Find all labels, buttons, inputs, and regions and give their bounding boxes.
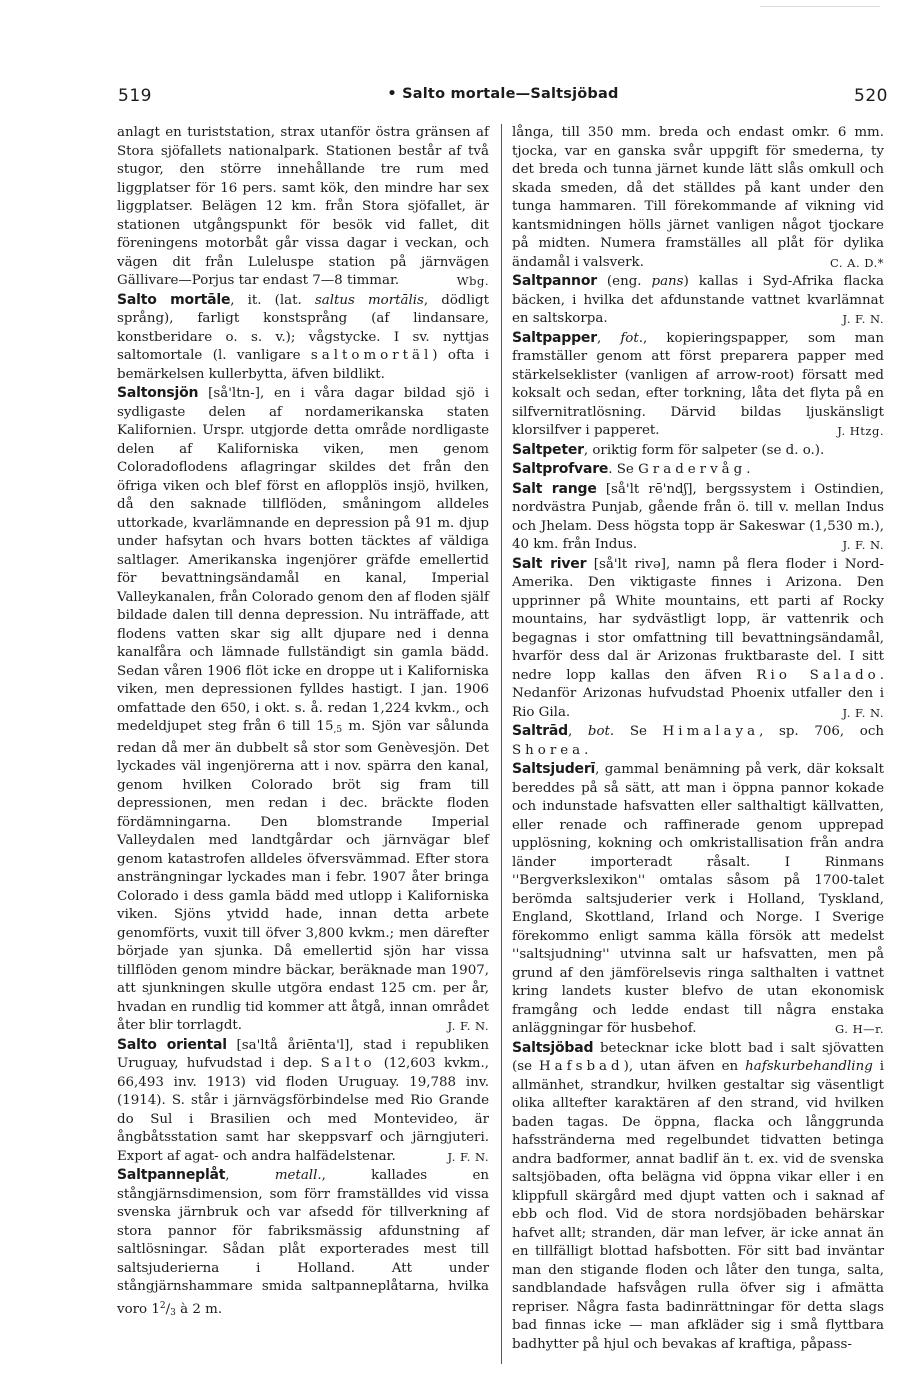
- body-text: (12,603 kvkm., 66,493 inv. 1913) vid floden Uruguay. 19,788 inv. (1914). S. står i järnvägsförbindelse med Rio Grande do Sul i Brasilien och med Montevideo, är ångbåtsstation samt har skeppsvarf och järngjuteri. Export af agat- och andra halfädelstenar.: [117, 1056, 489, 1164]
- italic-text: pans: [651, 274, 684, 289]
- running-title: • Salto mortale—Saltsjöbad: [387, 86, 619, 102]
- page-number-left: 519: [118, 86, 152, 106]
- headword: Saltsjuderī: [512, 761, 596, 777]
- article-paragraph: [117, 291, 489, 385]
- article-paragraph: [512, 329, 884, 441]
- body-text: à 2 m.: [175, 1301, 223, 1317]
- body-text: i allmänhet, strandkur, hvilken gestaltar sig väsentligt olika alltefter karaktären af den strand, vid hvilken baden tagas. De öppna, flacka och långgrunda hafsstränderna med regelbundet tidvatten betinga andra badformer, annat badlif än t. ex. vid de svenska saltsjöbaden, ofta belägna vid öppna vikar eller i en klippfull skärgård med djupt vatten och i saknad af ebb och flod. Vid de stora nordsjöbaden behärskar hafvet allt; stranden, där man lefver, är icke annat än en tillfälligt blottad hafsbotten. För sitt bad inväntar man den stigande floden och låter den tunga, salta, sandblandade hafsvågen rulla öfver sig i afmätta repriser. Några fasta badinrättningar för detta slags bad finnas icke — man afkläder sig i små flyttbara badhytter på hjul och bevakas af kraftiga, påpass-: [512, 1059, 885, 1352]
- headword: Saltsjöbad: [512, 1039, 594, 1056]
- body-text: [så'ltn-], en i våra dagar bildad sjö i sydligaste delen af nordamerikanska staten Kalifornien. Urspr. utgjorde detta område nordligaste delen af Kaliforniska viken, men genom Coloradoflodens aflagringar skildes det från den öfriga viken och blef först en aflopplös insjö, hvilken, då den saknade tillflöden, småningom alldeles uttorkade, kvarlämnande en depression på 91 m. djup under hafsytan och hvars botten täcktes af väldiga saltlager. Amerikanska ingenjörer gräfde emellertid för bevattningsändamål en kanal, Imperial Valleykanalen, från Colorado genom den af floden själf bildade dalen till denna depression. Nu inträffade, att flodens vatten skar sig allt djupare ned i denna kanalfåra och lämnade fullständigt sin gamla bädd. Sedan våren 1906 flöt icke en droppe ut i Kaliforniska viken, men depressionen fylldes hastigt. I jan. 1906 omfattade den 650, i okt. s. å. redan 1,224 kvkm., och medeldjupet steg från 6 till 15: [117, 386, 490, 734]
- body-text: , oriktig form för salpeter (se d. o.).: [583, 442, 825, 458]
- headword: Salt river: [512, 555, 587, 572]
- body-text: m. Sjön var sålunda redan då mer än dubbelt så stor som Genèvesjön. Det lyckades väl ingenjörerna att i nov. spärra den kanal, genom hvilken Colorado bröt sig fram till depressionen, men redan i dec. bräckte floden fördämningarna. Den blomstrande Imperial Valleydalen med landtgårdar och järnvägar blef genom katastrofen alldeles öfversvämmad. Efter stora ansträngningar lyckades man i febr. 1907 åter bringa Colorado i dess gamla bädd med utlopp i Kaliforniska viken. Sjöns ytvidd hade, innan detta arbete genomförts, vuxit till öfver 3,800 kvkm.; men därefter började yan sjunka. Då emellertid sjön har vissa tillflöden genom mindre bäckar, beräknade man 1907, att sjunkningen skulle utgöra endast 125 cm. per år, hvadan en rundlig tid kommer att åtgå, innan området åter blir torrlagdt.: [117, 719, 489, 1033]
- spaced-text: Himalaya: [662, 724, 760, 739]
- right-column: [512, 124, 884, 1354]
- body-text: ,: [596, 330, 621, 346]
- headword: Saltpeter: [512, 441, 584, 458]
- body-text: ,: [568, 724, 588, 739]
- body-text: , sp. 706, och: [759, 724, 884, 739]
- left-column: [117, 124, 489, 1322]
- article-paragraph: [117, 384, 489, 1036]
- body-text: [sa'ltå åriēnta'l], stad i republiken Uruguay, hufvudstad i dep.: [117, 1037, 489, 1071]
- author-signature: J. F. N.: [842, 312, 884, 326]
- body-text: . Se: [608, 462, 639, 477]
- body-text: ) ofta i bemärkelsen kullerbytta, äfven bildlikt.: [117, 348, 489, 382]
- headword: Saltrād: [512, 723, 568, 739]
- body-text: [så'lt rivə], namn på flera floder i Nord-Amerika. Den viktigaste finnes i Arizona. Den upprinner på White mountains, ett parti af Rocky mountains, har sydvästligt lopp, är vattenrik och begagnas i stor omfattning till bevattningsändamål, hvarför dess dal är Arizonas fruktbaraste del. I sitt nedre lopp kallas den äfven: [512, 556, 885, 683]
- author-signature: J. F. N.: [842, 705, 884, 720]
- headword: Salt range: [512, 480, 597, 497]
- headword: Saltpannor: [512, 273, 597, 289]
- spaced-text: Salto: [320, 1056, 376, 1071]
- author-signature: J. F. N.: [447, 1019, 489, 1033]
- column-divider: [501, 124, 502, 1364]
- body-text: . Nedanför Arizonas hufvudstad Phoenix utfaller den i Rio Gila.: [512, 667, 884, 720]
- author-signature: J. Htzg.: [837, 424, 884, 438]
- body-text: , gammal benämning på verk, där koksalt bereddes på så sätt, att man i öppna pannor kokade och indunstade hafsvatten eller salthaltigt källvatten, eller renade och raffinerade genom upprepad upplösning, kokning och omkristallisation från andra länder importeradt råsalt. I Rinmans ''Bergverkslexikon'' omtalas såsom på 1700-talet berömda saltsjuderier verk i Holland, Tyskland, England, Skottland, Irland och Norge. I Sverige förekommo enligt samma källa försök att medelst ''saltsjudning'' utvinna salt ur hafsvatten, men på grund af den jämförelsevis ringa salthalten i vattnet kring landets kuster blefvo de utan ekonomisk framgång och ledde endast till några enstaka anläggningar för husbehof.: [512, 762, 884, 1036]
- author-signature: J. F. N.: [447, 1149, 489, 1164]
- article-paragraph: [512, 555, 884, 723]
- body-text: anlagt en turiststation, strax utanför östra gränsen af Stora sjöfallets nationalpark. Stationen består af två stugor, den större innehållande tre rum med liggplatser för 16 pers. samt kök, den mindre har sex liggplatser. Belägen 12 km. från Stora sjöfallet, är stationen utgångspunkt för besök vid fallet, dit föreningens motorbåt går vissa dagar i veckan, och vägen dit från Luleluspe station på järnvägen Gällivare—Porjus tar endast 7—8 timmar.: [117, 125, 489, 288]
- spaced-text: Hafsbad: [538, 1059, 624, 1074]
- article-paragraph: [512, 760, 884, 1039]
- subscript-text: ,5: [333, 725, 343, 735]
- body-text: långa, till 350 mm. breda och endast omkr. 6 mm. tjocka, var en ganska svår uppgift för smederna, ty det breda och tunna järnet kunde lätt slås omkull och skada smeden, då det ställdes på kant under den tunga hammaren. Till förekommande af vikning vid kantsmidningen hölls järnet vanligen något tjockare på midten. Numera framställes all plåt för dylika ändamål i valsverk.: [512, 125, 884, 270]
- body-text: [så'lt rē'ndʃ], bergssystem i Ostindien, nordvästra Punjab, gående från ö. till v. mellan Indus och Jhelam. Dess högsta topp är Sakeswar (1,530 m.), 40 km. från Indus.: [512, 481, 884, 552]
- subscript-text: 3: [170, 1307, 176, 1318]
- spaced-text: saltomortäl: [310, 348, 433, 363]
- article-paragraph: [117, 1036, 489, 1167]
- article-paragraph: [512, 722, 884, 760]
- body-text: ), utan äfven en: [623, 1059, 746, 1074]
- body-text: /: [165, 1301, 171, 1317]
- page-number-right: 520: [854, 86, 888, 106]
- headword: Saltprofvare: [512, 461, 609, 477]
- body-text: Se: [614, 724, 663, 739]
- author-signature: J. F. N.: [842, 538, 884, 552]
- italic-text: fot.: [620, 330, 643, 346]
- headword: Saltpapper: [512, 329, 597, 346]
- headword: Salto mortāle: [117, 291, 231, 308]
- article-paragraph: [512, 272, 884, 329]
- author-signature: Wbg.: [456, 274, 489, 288]
- article-paragraph: [512, 460, 884, 480]
- headword: Saltpanneplåt: [117, 1167, 226, 1183]
- body-text: , kopieringspapper, som man framställer genom att först preparera papper med stärkelseklister (vanligen af arrow-root) försatt med koksalt och sedan, efter torkning, låta det flyta på en silfvernitratlösning. Därvid bildas ljuskänsligt klorsilfver i papperet.: [512, 330, 885, 438]
- body-text: ) kallas i Syd-Afrika flacka bäcken, i hvilka det afdunstande vattnet kvarlämnat en saltskorpa.: [512, 274, 884, 326]
- body-text: (eng.: [596, 274, 652, 289]
- spaced-text: Shorea: [512, 742, 585, 758]
- article-paragraph: [512, 441, 884, 461]
- body-text: .: [746, 462, 751, 477]
- italic-text: bot.: [587, 724, 615, 739]
- superscript-text: 2: [159, 1300, 166, 1311]
- article-paragraph: [117, 1166, 489, 1322]
- spaced-text: Gradervåg: [638, 462, 747, 477]
- italic-text: saltus mortālis: [314, 292, 424, 308]
- article-paragraph: [512, 1039, 884, 1355]
- spaced-text: Rio Salado: [756, 667, 880, 683]
- body-text: .: [584, 742, 589, 758]
- page-header: [118, 86, 888, 112]
- italic-text: hafskurbehandling: [745, 1059, 873, 1074]
- body-text: betecknar icke blott bad i salt sjövatten (se: [512, 1040, 884, 1074]
- scan-edge-mark: [760, 6, 880, 7]
- body-text: , it. (lat.: [230, 292, 315, 308]
- body-text: , kallades en stångjärnsdimension, som förr framställdes vid vissa svenska järnbruk och var afsedd för tillverkning af stora pannor för fabriksmässig afdunstning af saltlösningar. Sådan plåt exporterades mest till saltsjuderierna i Holland. Att under stångjärnshammare smida saltpanneplåtarna, hvilka voro 1: [117, 1168, 489, 1317]
- author-signature: G. H—r.: [834, 1022, 884, 1036]
- headword: Salto oriental: [117, 1036, 227, 1053]
- headword: Saltonsjön: [117, 385, 199, 401]
- article-paragraph: [512, 480, 884, 555]
- italic-text: metall.: [274, 1168, 322, 1183]
- article-paragraph: [117, 124, 489, 291]
- body-text: , dödligt språng), farligt konstsprång (af lindansare, konstberidare o. s. v.); vågstycke. I sv. nyttjas saltomortale (l. vanligare: [117, 292, 489, 363]
- author-signature: C. A. D.*: [829, 255, 884, 270]
- body-text: ,: [225, 1168, 275, 1183]
- article-paragraph: [512, 124, 884, 272]
